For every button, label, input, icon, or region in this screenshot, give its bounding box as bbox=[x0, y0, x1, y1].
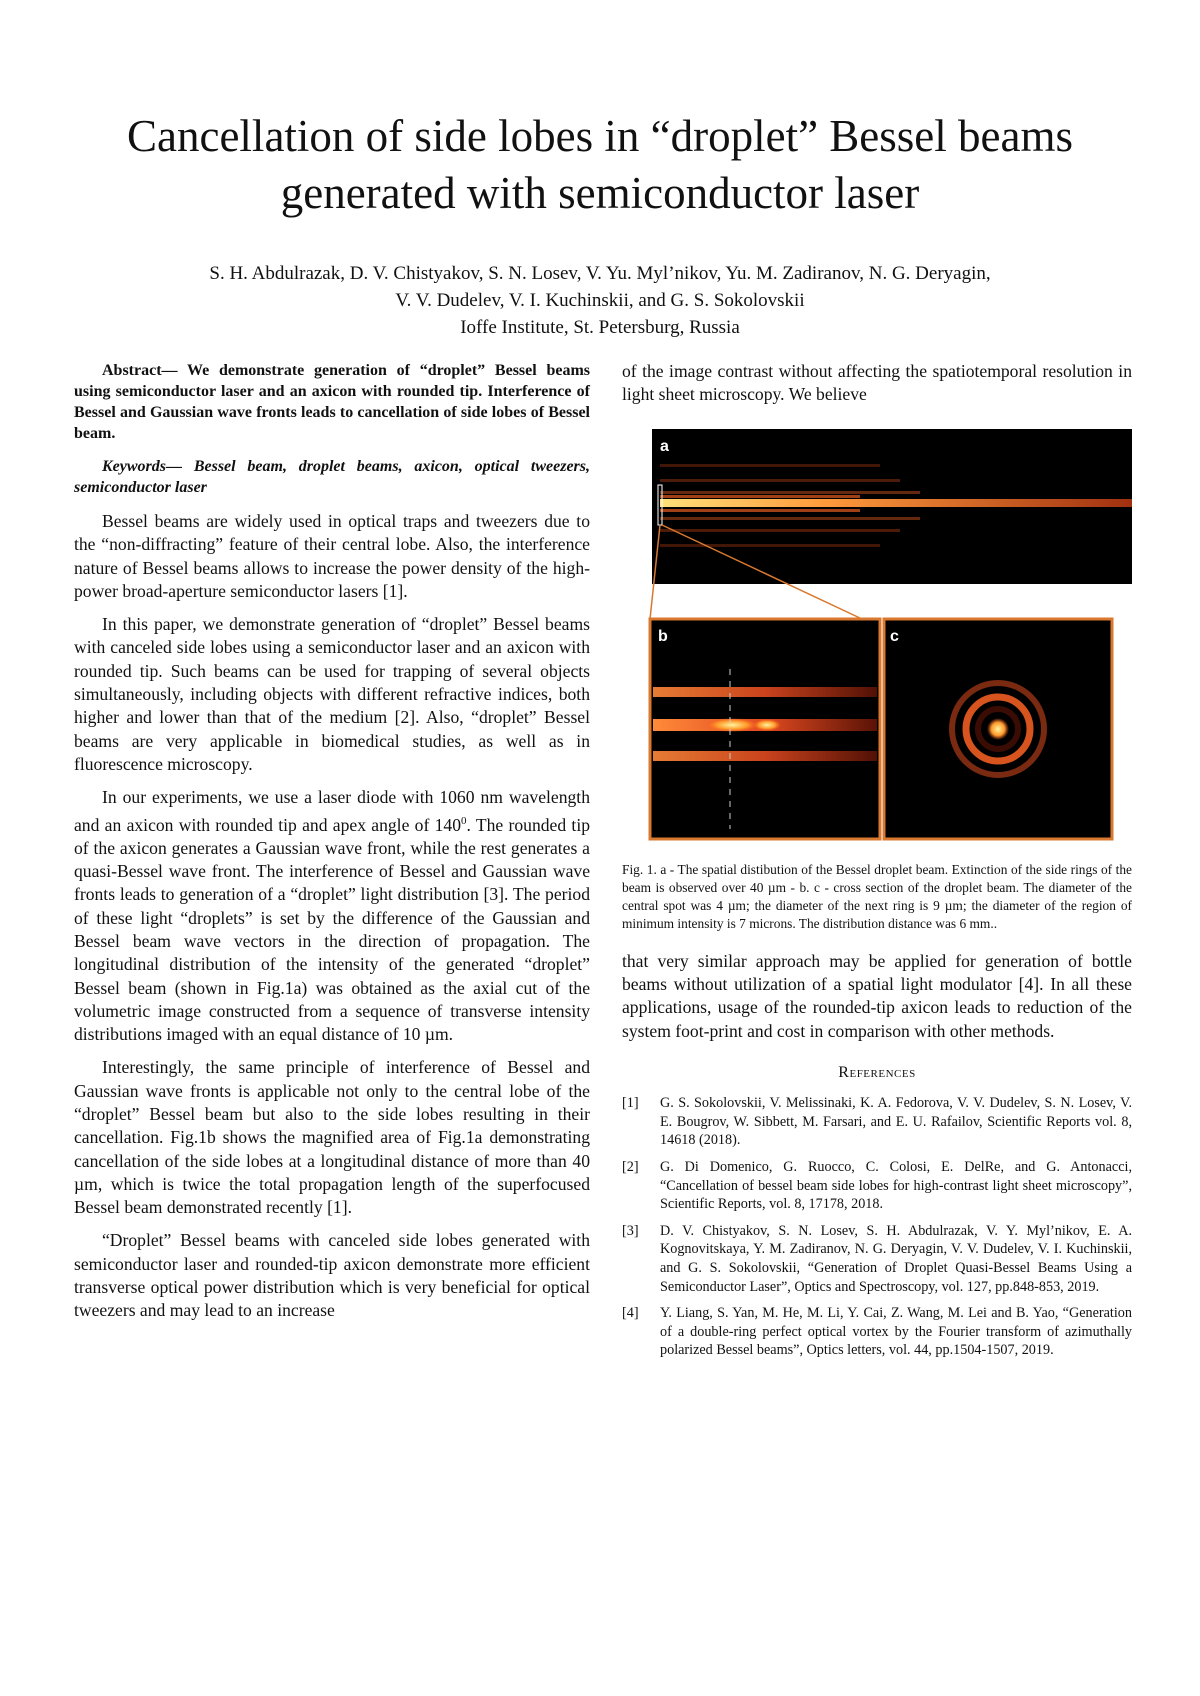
reference-item bbox=[622, 1094, 1132, 1150]
reference-number: [2] bbox=[622, 1159, 639, 1176]
paragraph-intro: Bessel beams are widely used in optical traps and tweezers due to the “non-diffracting” feature of their central lobe. Also, the interference nature of Bessel beams allows to increase the power density of the high-power broad-aperture semiconductor lasers [1]. bbox=[74, 511, 590, 601]
paragraph-conclusion: “Droplet” Bessel beams with canceled side lobes generated with semiconductor laser and rounded-tip axicon demonstrate more efficient transverse optical power distribution which is very beneficial for optical tweezers and may lead to an increase bbox=[74, 1230, 590, 1321]
panel-c bbox=[884, 619, 1112, 839]
paper-title: Cancellation of side lobes in “droplet” Bessel beams generated with semiconductor laser bbox=[127, 111, 1073, 218]
reference-number: [3] bbox=[622, 1222, 639, 1239]
figure-1-image bbox=[622, 429, 1132, 849]
abstract: Abstract— We demonstrate generation of “droplet” Bessel beams using semiconductor laser and an axicon with rounded tip. Interference of Bessel and Gaussian wave fronts leads to cancellation of side lobes of Bessel beam. bbox=[74, 362, 590, 442]
paragraph-interestingly: Interestingly, the same principle of interference of Bessel and Gaussian wave fronts is applicable not only to the central lobe of the “droplet” Bessel beam but also to the side lobes resulting in their cancellation. Fig.1b shows the magnified area of Fig.1a demonstrating cancellation of the side lobes at a longitudinal distance of more than 40 µm, which is twice the total propagation length of the superfocused Bessel beam demonstrated recently [1]. bbox=[74, 1057, 590, 1218]
degree-superscript: 0 bbox=[461, 814, 467, 827]
reference-text: G. Di Domenico, G. Ruocco, C. Colosi, E. DelRe, and G. Antonacci, “Cancellation of bessel beam side lobes for high-contrast light sheet microscopy”, Scientific Reports, vol. 8, 17178, 2018. bbox=[660, 1159, 1132, 1213]
left-column bbox=[74, 360, 590, 1333]
reference-item bbox=[622, 1222, 1132, 1296]
reference-text: G. S. Sokolovskii, V. Melissinaki, K. A. Fedorova, V. V. Dudelev, S. N. Losev, V. E. Bougrov, W. Sibbett, M. Farsari, and E. U. Rafailov, Scientific Reports vol. 8, 14618 (2018). bbox=[660, 1095, 1132, 1149]
author-block bbox=[100, 260, 1100, 341]
paragraph-continued: of the image contrast without affecting the spatiotemporal resolution in light sheet microscopy. We believe bbox=[622, 361, 1132, 405]
paragraph-bottle-beams: that very similar approach may be applied for generation of bottle beams without utilization of a spatial light modulator [4]. In all these applications, usage of the rounded-tip axicon leads to reduction of the system foot-print and cost in comparison with other methods. bbox=[622, 950, 1132, 1041]
references-list bbox=[622, 1094, 1132, 1360]
reference-text: Y. Liang, S. Yan, M. He, M. Li, Y. Cai, Z. Wang, M. Lei and B. Yao, “Generation of a double-ring perfect optical vortex by the Fourier transform of azimuthally polarized Bessel beams”, Optics letters, vol. 44, pp.1504-1507, 2019. bbox=[660, 1305, 1132, 1359]
paragraph-experiments-a: In our experiments, we use a laser diode with 1060 nm wavelength and an axicon with rounded tip and apex angle of 140 bbox=[74, 787, 590, 835]
reference-text: D. V. Chistyakov, S. N. Losev, S. H. Abdulrazak, V. Y. Myl’nikov, E. A. Kognovitskaya, Y. M. Zadiranov, N. G. Deryagin, V. V. Dudelev, V. I. Kuchinskii, and G. S. Sokolovskii, “Generation of Droplet Quasi-Bessel Beams Using a Semiconductor Laser”, Optics and Spectroscopy, vol. 127, pp.848-853, 2019. bbox=[660, 1222, 1132, 1295]
right-column bbox=[622, 360, 1132, 1368]
reference-item bbox=[622, 1158, 1132, 1214]
panel-a bbox=[652, 429, 1132, 584]
affiliation: Ioffe Institute, St. Petersburg, Russia bbox=[460, 317, 740, 338]
reference-item bbox=[622, 1304, 1132, 1360]
authors-line-1: S. H. Abdulrazak, D. V. Chistyakov, S. N. Losev, V. Yu. Myl’nikov, Yu. M. Zadiranov, N. G. Deryagin, bbox=[209, 263, 991, 284]
paragraph-droplet: In this paper, we demonstrate generation of “droplet” Bessel beams with canceled side lobes using a semiconductor laser and an axicon with rounded tip. Such beams can be used for trapping of several objects simultaneously, including objects with different refractive indices, both higher and lower than that of the medium [2]. Also, “droplet” Bessel beams are very applicable in biomedical studies, as well as in fluorescence microscopy. bbox=[74, 614, 590, 774]
authors-line-2: V. V. Dudelev, V. I. Kuchinskii, and G. S. Sokolovskii bbox=[395, 290, 805, 311]
panel-b-label: b bbox=[658, 627, 668, 645]
figure-1 bbox=[622, 429, 1132, 849]
keywords: Keywords— Bessel beam, droplet beams, axicon, optical tweezers, semiconductor laser bbox=[74, 458, 590, 496]
paragraph-experiments bbox=[74, 786, 590, 1046]
paragraph-experiments-b: . The rounded tip of the axicon generates a Gaussian wave front, while the rest generates a quasi-Bessel wave front. The interference of Bessel and Gaussian wave fronts leads to generation of a “droplet” light distribution [3]. The period of these light “droplets” is set by the difference of the Gaussian and Bessel beam wave vectors in the direction of propagation. The longitudinal distribution of the intensity of the generated “droplet” Bessel beam (shown in Fig.1a) was obtained as the axial cut of the volumetric image constructed from a sequence of transverse intensity distributions imaged with an equal distance of 10 µm. bbox=[74, 814, 591, 1045]
panel-b bbox=[650, 619, 880, 839]
panel-c-label: c bbox=[890, 627, 899, 645]
panel-a-label: a bbox=[660, 437, 669, 455]
reference-number: [4] bbox=[622, 1305, 639, 1322]
reference-number: [1] bbox=[622, 1095, 639, 1112]
figure-caption: Fig. 1. a - The spatial distibution of the Bessel droplet beam. Extinction of the side rings of the beam is observed over 40 µm - b. c - cross section of the droplet beam. The diameter of the central spot was 4 µm; the diameter of the next ring is 9 µm; the diameter of the region of minimum intensity is 7 microns. The distribution distance was 6 mm.. bbox=[622, 861, 1132, 932]
references-heading: References bbox=[838, 1063, 916, 1081]
